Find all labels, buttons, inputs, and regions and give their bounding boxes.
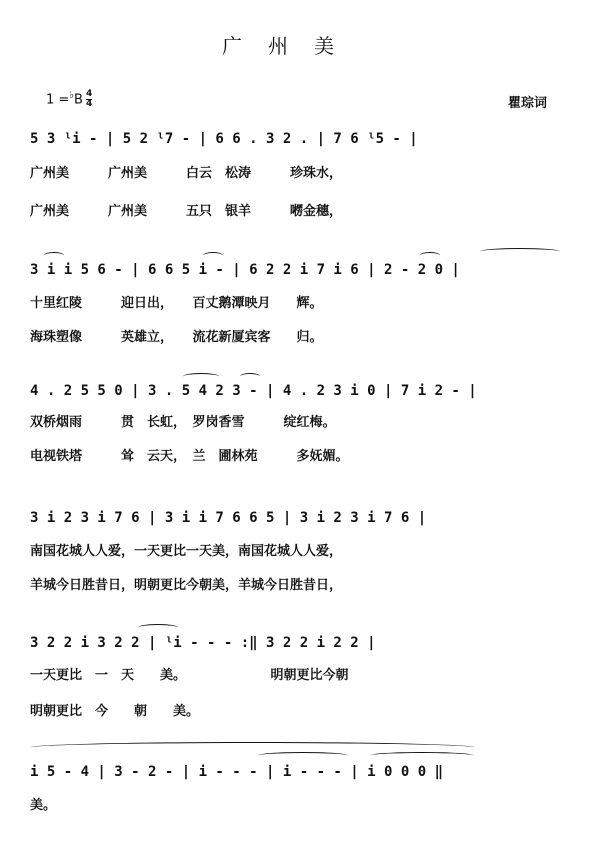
lyric-line: 十里红陵 迎日出， 百丈鹅潭映月 辉。 [30,296,323,311]
key-signature [46,90,92,109]
key-note: B [74,92,83,108]
lyric-line: 一天更比 一 天 美。 明朝更比今朝 [30,668,349,683]
lyric-line: 电视铁塔 耸 云天， 兰 圃林苑 多妩媚。 [30,449,349,464]
song-title: 广州美 [222,34,360,58]
tie-mark [258,752,348,759]
lyric-line: 美。 [30,798,57,813]
tie-mark [183,373,219,380]
tie-mark [138,624,178,631]
notation-line: i 5 - 4 | 3 - 2 - | i - - - | i - - - | i 0 0 0 ‖ [30,764,444,780]
lyric-line: 广州美 广州美 五只 银羊 㘄金穗， [30,204,343,219]
lyric-line: 双桥烟雨 贯 长虹， 罗岗香雪 绽红梅。 [30,415,336,430]
time-bottom: 4 [85,99,93,110]
lyric-line: 羊城今日胜昔日，明朝更比今朝美，羊城今日胜昔日， [30,578,343,593]
lyric-line: 广州美 广州美 白云 松涛 珍珠水， [30,166,343,181]
time-signature [86,90,92,109]
lyric-line: 明朝更比 今 朝 美。 [30,704,200,719]
flat-sign: ♭ [69,90,75,101]
tie-mark [240,373,260,380]
notation-line: 5 3 ˡi - | 5 2 ˡ7 - | 6 6 . 3 2 . | 7 6 ˡ5 - | [30,131,418,147]
notation-line: 4 . 2 5 5 0 | 3 . 5 4 2 3 - | 4 . 2 3 i 0 | 7 i 2 - | [30,383,477,399]
time-top: 4 [85,89,93,100]
lyric-line: 南国花城人人爱，一天更比一天美，南国花城人人爱， [30,544,343,559]
notation-line: 3 i i 5 6 - | 6 6 5 i - | 6 2 2 i 7 i 6 | 2 - 2 0 | [30,262,460,278]
tie-mark [44,252,64,259]
notation-line: 3 i 2 3 i 7 6 | 3 i i 7 6 6 5 | 3 i 2 3 i 7 6 | [30,510,427,526]
lyricist-credit: 瞿琮词 [508,96,548,111]
notation-line: 3 2 2 i 3 2 2 | ˡi - - - :‖ 3 2 2 i 2 2 | [30,635,376,651]
key-prefix: 1 = [46,92,70,108]
lyric-line: 海珠塑像 英雄立， 流花新厦宾客 归。 [30,330,323,345]
tie-mark [370,752,474,759]
tie-mark [203,252,223,259]
tie-mark [420,252,440,259]
tie-mark [480,248,560,255]
